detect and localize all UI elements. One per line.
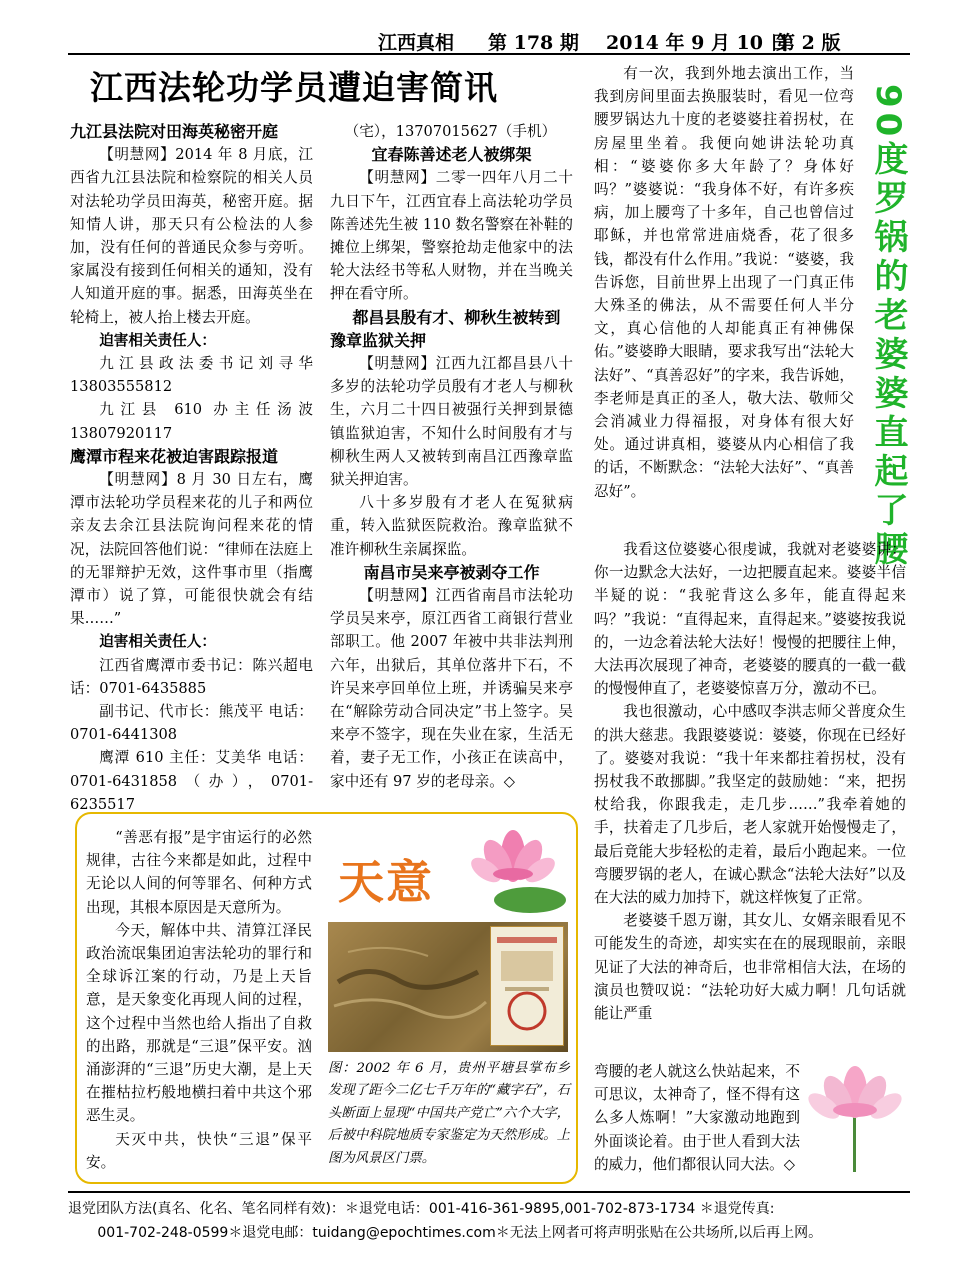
article-paragraph: 【明慧网】江西省南昌市法轮功学员吴来亭，原江西省工商银行营业部职工。他 2007 年被中共非法判刑六年，出狱后，其单位落井下石，不许吴来亭回单位上班，并诱骗吴来亭在“解除劳动合同决定”书上签字。吴来亭不签字，现在失业在家，生活无着，妻子无工作，小孩正在读高中，家中还有 97 岁的老母亲。◇ [330, 587, 573, 790]
story-column-end [594, 1060, 800, 1176]
responsible-person: 鹰潭 610 主任：艾美华 电话：0701-6431858（办），0701-6235517 [70, 749, 313, 813]
article-title: 都昌县殷有才、柳秋生被转到豫章监狱关押 [330, 307, 561, 350]
tianyi-text [86, 826, 312, 1174]
story-paragraph: 有一次，我到外地去演出工作，当我到房间里面去换服装时，看见一位弯腰罗锅达九十度的老婆婆拄着拐杖，在房屋里坐着。我便向她讲法轮功真相：“婆婆你多大年龄了？身体好吗？”婆婆说：“我身体不好，有许多疾病，加上腰弯了十多年，自己也曾信过耶稣，并也常常进庙烧香，花了很多钱，都没有什么作用。”我说：“婆婆，我告诉您，目前世界上出现了一门真正伟大殊圣的佛法，从不需要任何人半分文，真心信他的人却能真正有神佛保佑。”婆婆睁大眼睛，要求我写出“法轮大法好”、“真善忍好”的字来，我告诉她，李老师是真正的圣人，敬大法、敬师父会消减业力得福报，对身体有很大好处。通过讲真相，婆婆从内心相信了我的话，不断默念：“法轮大法好”、“真善忍好”。 [594, 65, 854, 500]
box-paragraph: “善恶有报”是宇宙运行的必然规律，古往今来都是如此，过程中无论以人间的何等罪名、何种方式出现，其根本原因是天意所为。 [86, 829, 312, 916]
lotus-flower-icon [800, 1050, 910, 1175]
photo-caption: 图：2002 年 6 月，贵州平塘县掌布乡发现了距今二亿七千万年的“藏字石”，石头断面上显现“中国共产党亡”六个大字，后被中科院地质专家鉴定为天然形成。上图为风景区门票。 [328, 1061, 570, 1166]
box-paragraph: 天灭中共，快快“三退”保平安。 [86, 1130, 312, 1171]
responsible-heading: 迫害相关责任人： [99, 331, 216, 349]
ticket-icon [491, 927, 563, 1045]
story-paragraph: 老婆婆千恩万谢，其女儿、女婿亲眼看见不可能发生的奇迹，却实实在在的展现眼前，亲眼见证了大法的神奇后，也非常相信大法，在场的演员也赞叹说：“法轮功好大威力啊！几句话就能让严重 [594, 912, 906, 1023]
article-title: 鹰潭市程来花被迫害跟踪报道 [70, 446, 279, 466]
main-title: 江西法轮功学员遭迫害简讯 [90, 68, 498, 107]
footer-line: 001-702-248-0599＊退党电邮：tuidang@epochtimes.com＊无法上网者可将声明张贴在公共场所,以后再上网。 [97, 1225, 823, 1241]
paper-name: 江西真相 [378, 32, 455, 54]
story-paragraph: 我也很激动，心中感叹李洪志师父普度众生的洪大慈悲。我跟婆婆说：婆婆，你现在已经好了。婆婆对我说：“我十年来都拄着拐杖，没有拐杖我不敢挪脚。”我坚定的鼓励她：“来，把拐杖给我，你跟我走，走几步……”我牵着她的手，扶着走了几步后，老人家就开始慢慢走了，最后竟能大步轻松的走着，最后小跑起来。一位弯腰罗锅的老人，在诚心默念“法轮大法好”以及在大法的威力加持下，就这样恢复了正常。 [594, 703, 906, 907]
article-paragraph: 【明慧网】8 月 30 日左右，鹰潭市法轮功学员程来花的儿子和两位亲友去余江县法院询问程来花的情况，法院回答他们说：“律师在法庭上的无罪辩护无效，这件事市里（指鹰潭市）说了算，可能很快就会有结果……” [70, 471, 313, 628]
responsible-person: 九江县 610 办主任汤波 13807920117 [70, 401, 313, 442]
story-vertical-title: 90度罗锅的老婆婆直起了腰 [868, 84, 908, 571]
article-paragraph: 【明慧网】2014 年 8 月底，江西省九江县法院和检察院的相关人员对法轮功学员田海英，秘密开庭。据知情人讲，那天只有公检法的人参加，没有任何的普通民众参与旁听。家属没有接到任何相关的通知，没有人知道开庭的事。据悉，田海英坐在轮椅上，被人抬上楼去开庭。 [70, 146, 313, 326]
masthead [378, 28, 858, 55]
header-rule [68, 53, 910, 55]
article-title: 南昌市吴来亭被剥夺工作 [363, 562, 540, 582]
stone-texture-icon [328, 922, 488, 1052]
responsible-person: 江西省鹰潭市委书记：陈兴超电话：0701-6435885 [70, 656, 313, 697]
footer-line: 退党团队方法(真名、化名、笔名同样有效)：＊退党电话：001-416-361-9895,001-702-873-1734 ＊退党传真: [68, 1201, 775, 1217]
article-paragraph: 八十多岁殷有才老人在冤狱病重，转入监狱医院救治。豫章监狱不准许柳秋生亲属探监。 [330, 494, 573, 558]
issue-number: 第 178 期 [488, 32, 579, 54]
column-2 [330, 120, 573, 793]
story-column-lower [594, 538, 906, 1025]
article-paragraph: 【明慧网】江西九江都昌县八十多岁的法轮功学员殷有才老人与柳秋生，六月二十四日被强行关押到景德镇监狱迫害，不知什么时间殷有才与柳秋生两人又被转到南昌江西豫章监狱关押迫害。 [330, 355, 573, 489]
article-paragraph: 【明慧网】二零一四年八月二十九日下午，江西宜春上高法轮功学员陈善述先生被 110 数名警察在补鞋的摊位上绑架，警察抢劫走他家中的法轮大法经书等私人财物，并在当晚关押在看守所。 [330, 169, 573, 303]
page-number: 第 2 版 [776, 32, 841, 54]
responsible-heading: 迫害相关责任人： [99, 633, 216, 651]
responsible-person: 副书记、代市长：熊茂平 电话：0701-6441308 [70, 703, 313, 744]
article-title: 宜春陈善述老人被绑架 [371, 145, 532, 165]
box-paragraph: 今天，解体中共、清算江泽民政治流氓集团迫害法轮功的罪行和全球诉江案的行动，乃是上天旨意，是天象变化再现人间的过程，这个过程中当然也给人指出了自救的出路，那就是“三退”保平安。汹涌澎湃的“三退”历史大潮，是上天在摧枯拉朽般地横扫着中共这个邪恶生灵。 [86, 921, 312, 1125]
story-paragraph: 我看这位婆婆心很虔诚，我就对老婆婆讲：你一边默念大法好，一边把腰直起来。婆婆半信半疑的说：“我驼背这么多年，能直得起来吗？”我说：“直得起来，直得起来。”婆婆按我说的，一边念着法轮大法好！慢慢的把腰往上伸，大法再次展现了神奇，老婆婆的腰真的一截一截的慢慢伸直了，老婆婆惊喜万分，激动不已。 [594, 541, 906, 698]
tianyi-heading: 天意 [338, 855, 434, 909]
footer-contact-info [68, 1197, 910, 1245]
continued-text: （宅），13707015627（手机） [344, 123, 557, 140]
lotus-flower-icon [458, 820, 568, 920]
issue-date: 2014 年 9 月 10 日 [606, 32, 789, 54]
column-1 [70, 120, 313, 816]
hidden-character-stone-photo [328, 922, 568, 1052]
footer-rule [68, 1191, 910, 1193]
story-column [594, 62, 854, 503]
responsible-person: 九江县政法委书记刘寻华 13803555812 [70, 355, 313, 396]
scenic-area-ticket [490, 926, 564, 1046]
story-paragraph: 弯腰的老人就这么快站起来，不可思议，太神奇了，怪不得有这么多人炼啊！”大家激动地跑到外面谈论着。由于世人看到大法的威力，他们都很认同大法。◇ [594, 1063, 800, 1173]
article-title: 九江县法院对田海英秘密开庭 [70, 122, 279, 141]
